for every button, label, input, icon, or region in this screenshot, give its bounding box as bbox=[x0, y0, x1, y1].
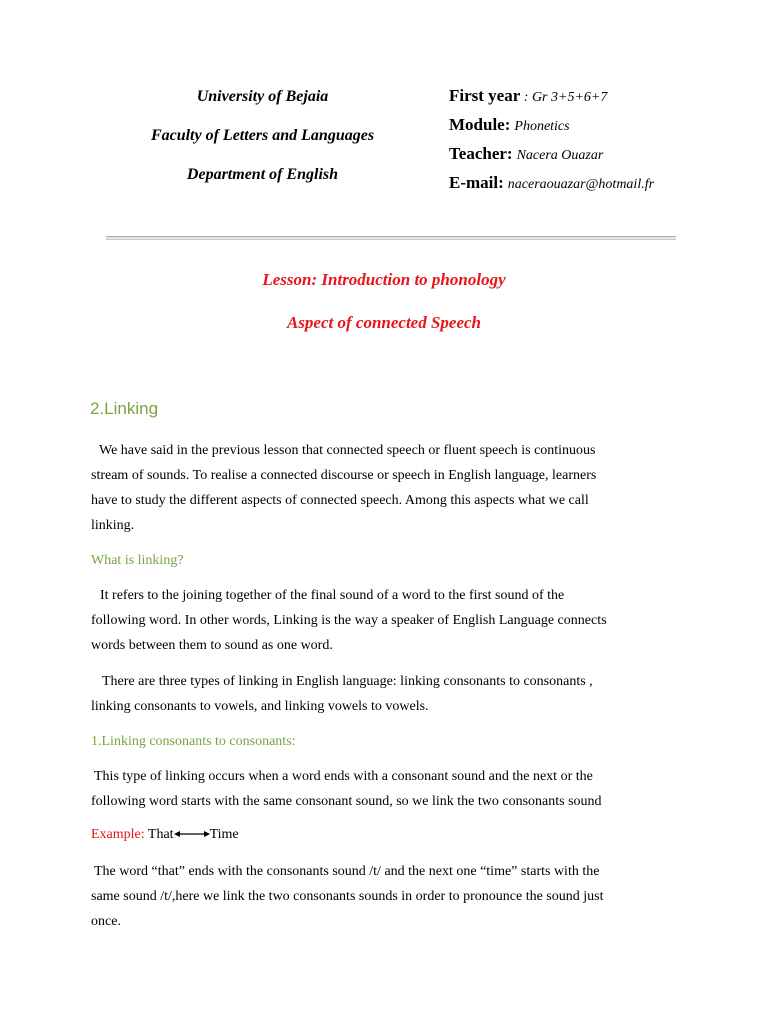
teacher-label: Teacher: bbox=[449, 144, 513, 163]
institution-block bbox=[120, 86, 405, 203]
paragraph-line: following word starts with the same consonant sound, so we link the two consonants sound bbox=[91, 794, 602, 809]
university-name: University of Bejaia bbox=[196, 88, 329, 105]
email-value: naceraouazar@hotmail.fr bbox=[507, 177, 655, 192]
year-value: : Gr 3+5+6+7 bbox=[520, 90, 608, 105]
faculty-name: Faculty of Letters and Languages bbox=[150, 127, 375, 144]
course-info-block bbox=[449, 84, 749, 200]
paragraph-line: linking consonants to vowels, and linking vowels to vowels. bbox=[91, 699, 429, 714]
example-word-that: That bbox=[147, 827, 174, 842]
module-label: Module: bbox=[449, 115, 511, 134]
example-line bbox=[91, 827, 239, 843]
horizontal-divider bbox=[106, 236, 676, 240]
email-row bbox=[449, 171, 749, 200]
paragraph-example-explanation bbox=[91, 859, 691, 934]
paragraph-consonants bbox=[91, 764, 691, 814]
paragraph-line: It refers to the joining together of the final sound of a word to the first sound of the bbox=[100, 588, 565, 603]
paragraph-line: have to study the different aspects of connected speech. Among this aspects what we call bbox=[91, 493, 589, 508]
example-word-time: Time bbox=[209, 827, 239, 842]
paragraph-line: linking. bbox=[91, 518, 135, 533]
lesson-subtitle: Aspect of connected Speech bbox=[286, 313, 482, 332]
paragraph-line: same sound /t/,here we link the two consonants sounds in order to pronounce the sound just bbox=[91, 889, 604, 904]
year-row bbox=[449, 84, 749, 113]
paragraph-line: This type of linking occurs when a word ends with a consonant sound and the next or the bbox=[94, 769, 593, 784]
paragraph-line: We have said in the previous lesson that connected speech or fluent speech is continuous bbox=[99, 443, 596, 458]
year-label: First year bbox=[449, 86, 521, 105]
double-arrow-icon bbox=[174, 829, 210, 839]
subheading-consonants: 1.Linking consonants to consonants: bbox=[91, 734, 296, 749]
what-is-linking-heading: What is linking? bbox=[91, 553, 184, 568]
department-name: Department of English bbox=[186, 166, 339, 183]
email-label: E-mail: bbox=[449, 173, 504, 192]
paragraph-line: once. bbox=[91, 914, 121, 929]
paragraph-line: following word. In other words, Linking is the way a speaker of English Language connects bbox=[91, 613, 607, 628]
teacher-value: Nacera Ouazar bbox=[516, 148, 604, 163]
paragraph-line: There are three types of linking in English language: linking consonants to consonants , bbox=[102, 674, 593, 689]
paragraph-line: The word “that” ends with the consonants sound /t/ and the next one “time” starts with the bbox=[94, 864, 600, 879]
paragraph-line: stream of sounds. To realise a connected discourse or speech in English language, learners bbox=[91, 468, 597, 483]
teacher-row bbox=[449, 142, 749, 171]
module-value: Phonetics bbox=[514, 119, 570, 134]
paragraph-line: words between them to sound as one word. bbox=[91, 638, 333, 653]
lesson-title: Lesson: Introduction to phonology bbox=[262, 270, 506, 289]
section-heading: 2.Linking bbox=[90, 399, 159, 418]
example-label: Example: bbox=[91, 827, 145, 842]
paragraph-types bbox=[91, 669, 691, 719]
module-row bbox=[449, 113, 749, 142]
paragraph-definition bbox=[91, 583, 691, 658]
paragraph-intro bbox=[91, 438, 691, 538]
